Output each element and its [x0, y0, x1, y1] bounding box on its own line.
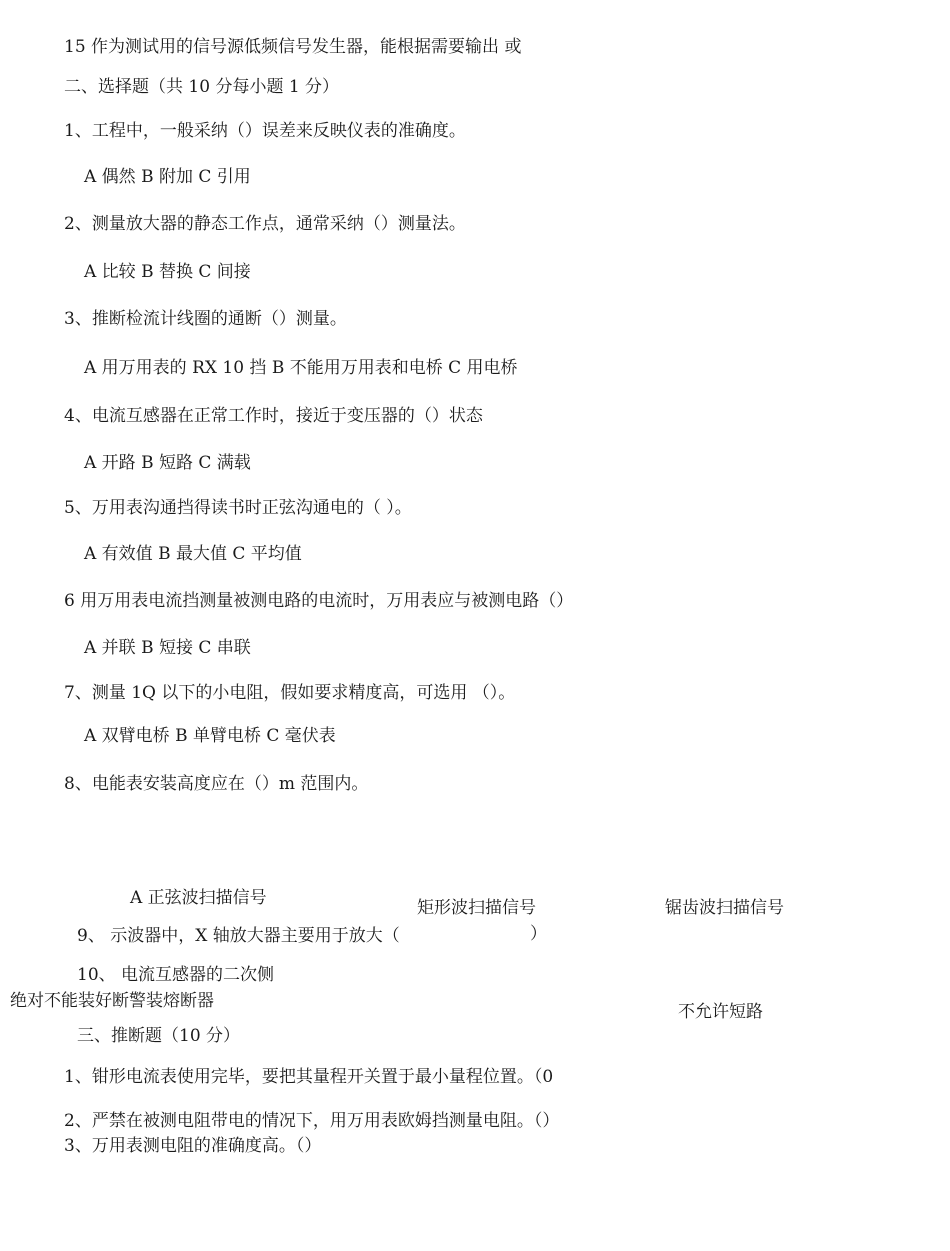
question-6-options: A 并联 B 短接 C 串联 — [84, 638, 251, 658]
question-7-options: A 双臂电桥 B 单臂电桥 C 毫伏表 — [84, 726, 336, 746]
question-4: 4、电流互感器在正常工作时，接近于变压器的（）状态 — [64, 406, 483, 426]
question-8: 8、电能表安装高度应在（）m 范围内。 — [64, 774, 369, 794]
question-9-option-a: A 正弦波扫描信号 — [130, 888, 267, 908]
question-15: 15 作为测试用的信号源低频信号发生器，能根据需要输出 或 — [64, 37, 522, 57]
true-false-1: 1、钳形电流表使用完毕，要把其量程开关置于最小量程位置。（0 — [64, 1067, 554, 1087]
question-9: 9、 示波器中，X 轴放大器主要用于放大（ — [77, 926, 400, 946]
section-2-title: 二、选择题（共 10 分每小题 1 分） — [64, 77, 340, 97]
question-7: 7、测量 1Q 以下的小电阻，假如要求精度高，可选用 （）。 — [64, 683, 516, 703]
question-2: 2、测量放大器的静态工作点，通常采纳（）测量法。 — [64, 214, 466, 234]
question-2-options: A 比较 B 替换 C 间接 — [84, 262, 251, 282]
question-4-options: A 开路 B 短路 C 满载 — [84, 453, 251, 473]
question-1-options: A 偶然 B 附加 C 引用 — [84, 167, 251, 187]
question-9-option-c: 锯齿波扫描信号 — [665, 898, 784, 918]
question-6: 6 用万用表电流挡测量被测电路的电流时，万用表应与被测电路（） — [64, 591, 574, 611]
question-5: 5、万用表沟通挡得读书时正弦沟通电的（ ）。 — [64, 498, 412, 518]
question-5-options: A 有效值 B 最大值 C 平均值 — [84, 544, 302, 564]
true-false-2: 2、严禁在被测电阻带电的情况下，用万用表欧姆挡测量电阻。（） — [64, 1111, 560, 1131]
question-1: 1、工程中，一般采纳（）误差来反映仪表的准确度。 — [64, 121, 466, 141]
question-9-close-paren: ） — [530, 924, 547, 944]
section-3-title: 三、推断题（10 分） — [77, 1026, 241, 1046]
question-10-option-c: 不允许短路 — [678, 1002, 763, 1022]
question-9-option-b: 矩形波扫描信号 — [417, 898, 536, 918]
true-false-3: 3、万用表测电阻的准确度高。（） — [64, 1136, 322, 1156]
question-10: 10、 电流互感器的二次侧 — [77, 965, 275, 985]
question-3-options: A 用万用表的 RX 10 挡 B 不能用万用表和电桥 C 用电桥 — [84, 358, 518, 378]
question-10-option-a: 绝对不能装好断警装熔断器 — [10, 991, 214, 1011]
question-3: 3、推断检流计线圈的通断（）测量。 — [64, 309, 347, 329]
